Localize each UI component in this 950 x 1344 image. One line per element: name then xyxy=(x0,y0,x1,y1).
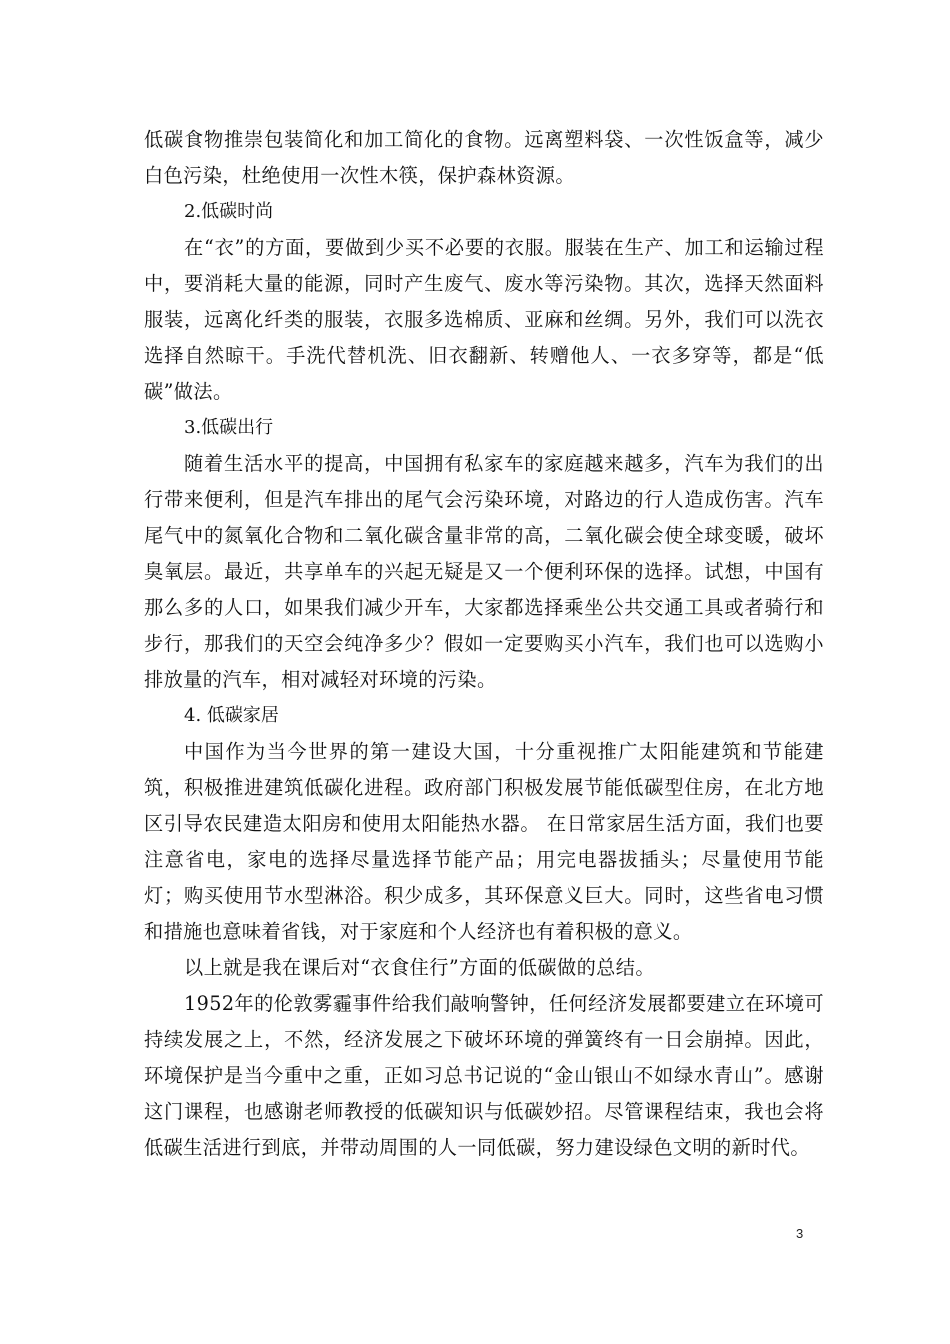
paragraph-low-carbon-fashion: 在“衣”的方面，要做到少买不必要的衣服。服装在生产、加工和运输过程中，要消耗大量的能源，同时产生废气、废水等污染物。其次，选择天然面料服装，远离化纤类的服装，衣服多选棉质、亚麻和丝绸。另外，我们可以洗衣选择自然晾干。手洗代替机洗、旧衣翻新、转赠他人、一衣多穿等，都是“低碳”做法。 xyxy=(144,236,824,403)
page-number: 3 xyxy=(796,1226,804,1241)
paragraph-conclusion: 1952年的伦敦雾霾事件给我们敲响警钟，任何经济发展都要建立在环境可持续发展之上，不然，经济发展之下破坏环境的弹簧终有一日会崩掉。因此，环境保护是当今重中之重，正如习总书记说的“金山银山不如绿水青山”。感谢这门课程，也感谢老师教授的低碳知识与低碳妙招。尽管课程结束，我也会将低碳生活进行到底，并带动周围的人一同低碳，努力建设绿色文明的新时代。 xyxy=(144,992,824,1159)
section-heading-low-carbon-fashion: 2.低碳时尚 xyxy=(184,201,274,222)
section-heading-low-carbon-home: 4. 低碳家居 xyxy=(184,705,279,726)
section-heading-low-carbon-travel: 3.低碳出行 xyxy=(184,417,274,438)
paragraph-low-carbon-food: 低碳食物推崇包装简化和加工简化的食物。远离塑料袋、一次性饭盒等，减少白色污染，杜绝使用一次性木筷，保护森林资源。 xyxy=(144,128,824,187)
paragraph-low-carbon-home: 中国作为当今世界的第一建设大国，十分重视推广太阳能建筑和节能建筑，积极推进建筑低碳化进程。政府部门积极发展节能低碳型住房，在北方地区引导农民建造太阳房和使用太阳能热水器。 在日常家居生活方面，我们也要注意省电，家电的选择尽量选择节能产品；用完电器拔插头；尽量使用节能灯；购买使用节水型淋浴。积少成多，其环保意义巨大。同时，这些省电习惯和措施也意味着省钱，对于家庭和个人经济也有着积极的意义。 xyxy=(144,740,824,943)
paragraph-low-carbon-travel: 随着生活水平的提高，中国拥有私家车的家庭越来越多，汽车为我们的出行带来便利，但是汽车排出的尾气会污染环境，对路边的行人造成伤害。汽车尾气中的氮氧化合物和二氧化碳含量非常的高，二氧化碳会使全球变暖，破坏臭氧层。最近，共享单车的兴起无疑是又一个便利环保的选择。试想，中国有那么多的人口，如果我们减少开车，大家都选择乘坐公共交通工具或者骑行和步行，那我们的天空会纯净多少？假如一定要购买小汽车，我们也可以选购小排放量的汽车，相对减轻对环境的污染。 xyxy=(144,452,824,691)
paragraph-summary: 以上就是我在课后对“衣食住行”方面的低碳做的总结。 xyxy=(184,956,655,979)
document-body xyxy=(144,122,824,1166)
